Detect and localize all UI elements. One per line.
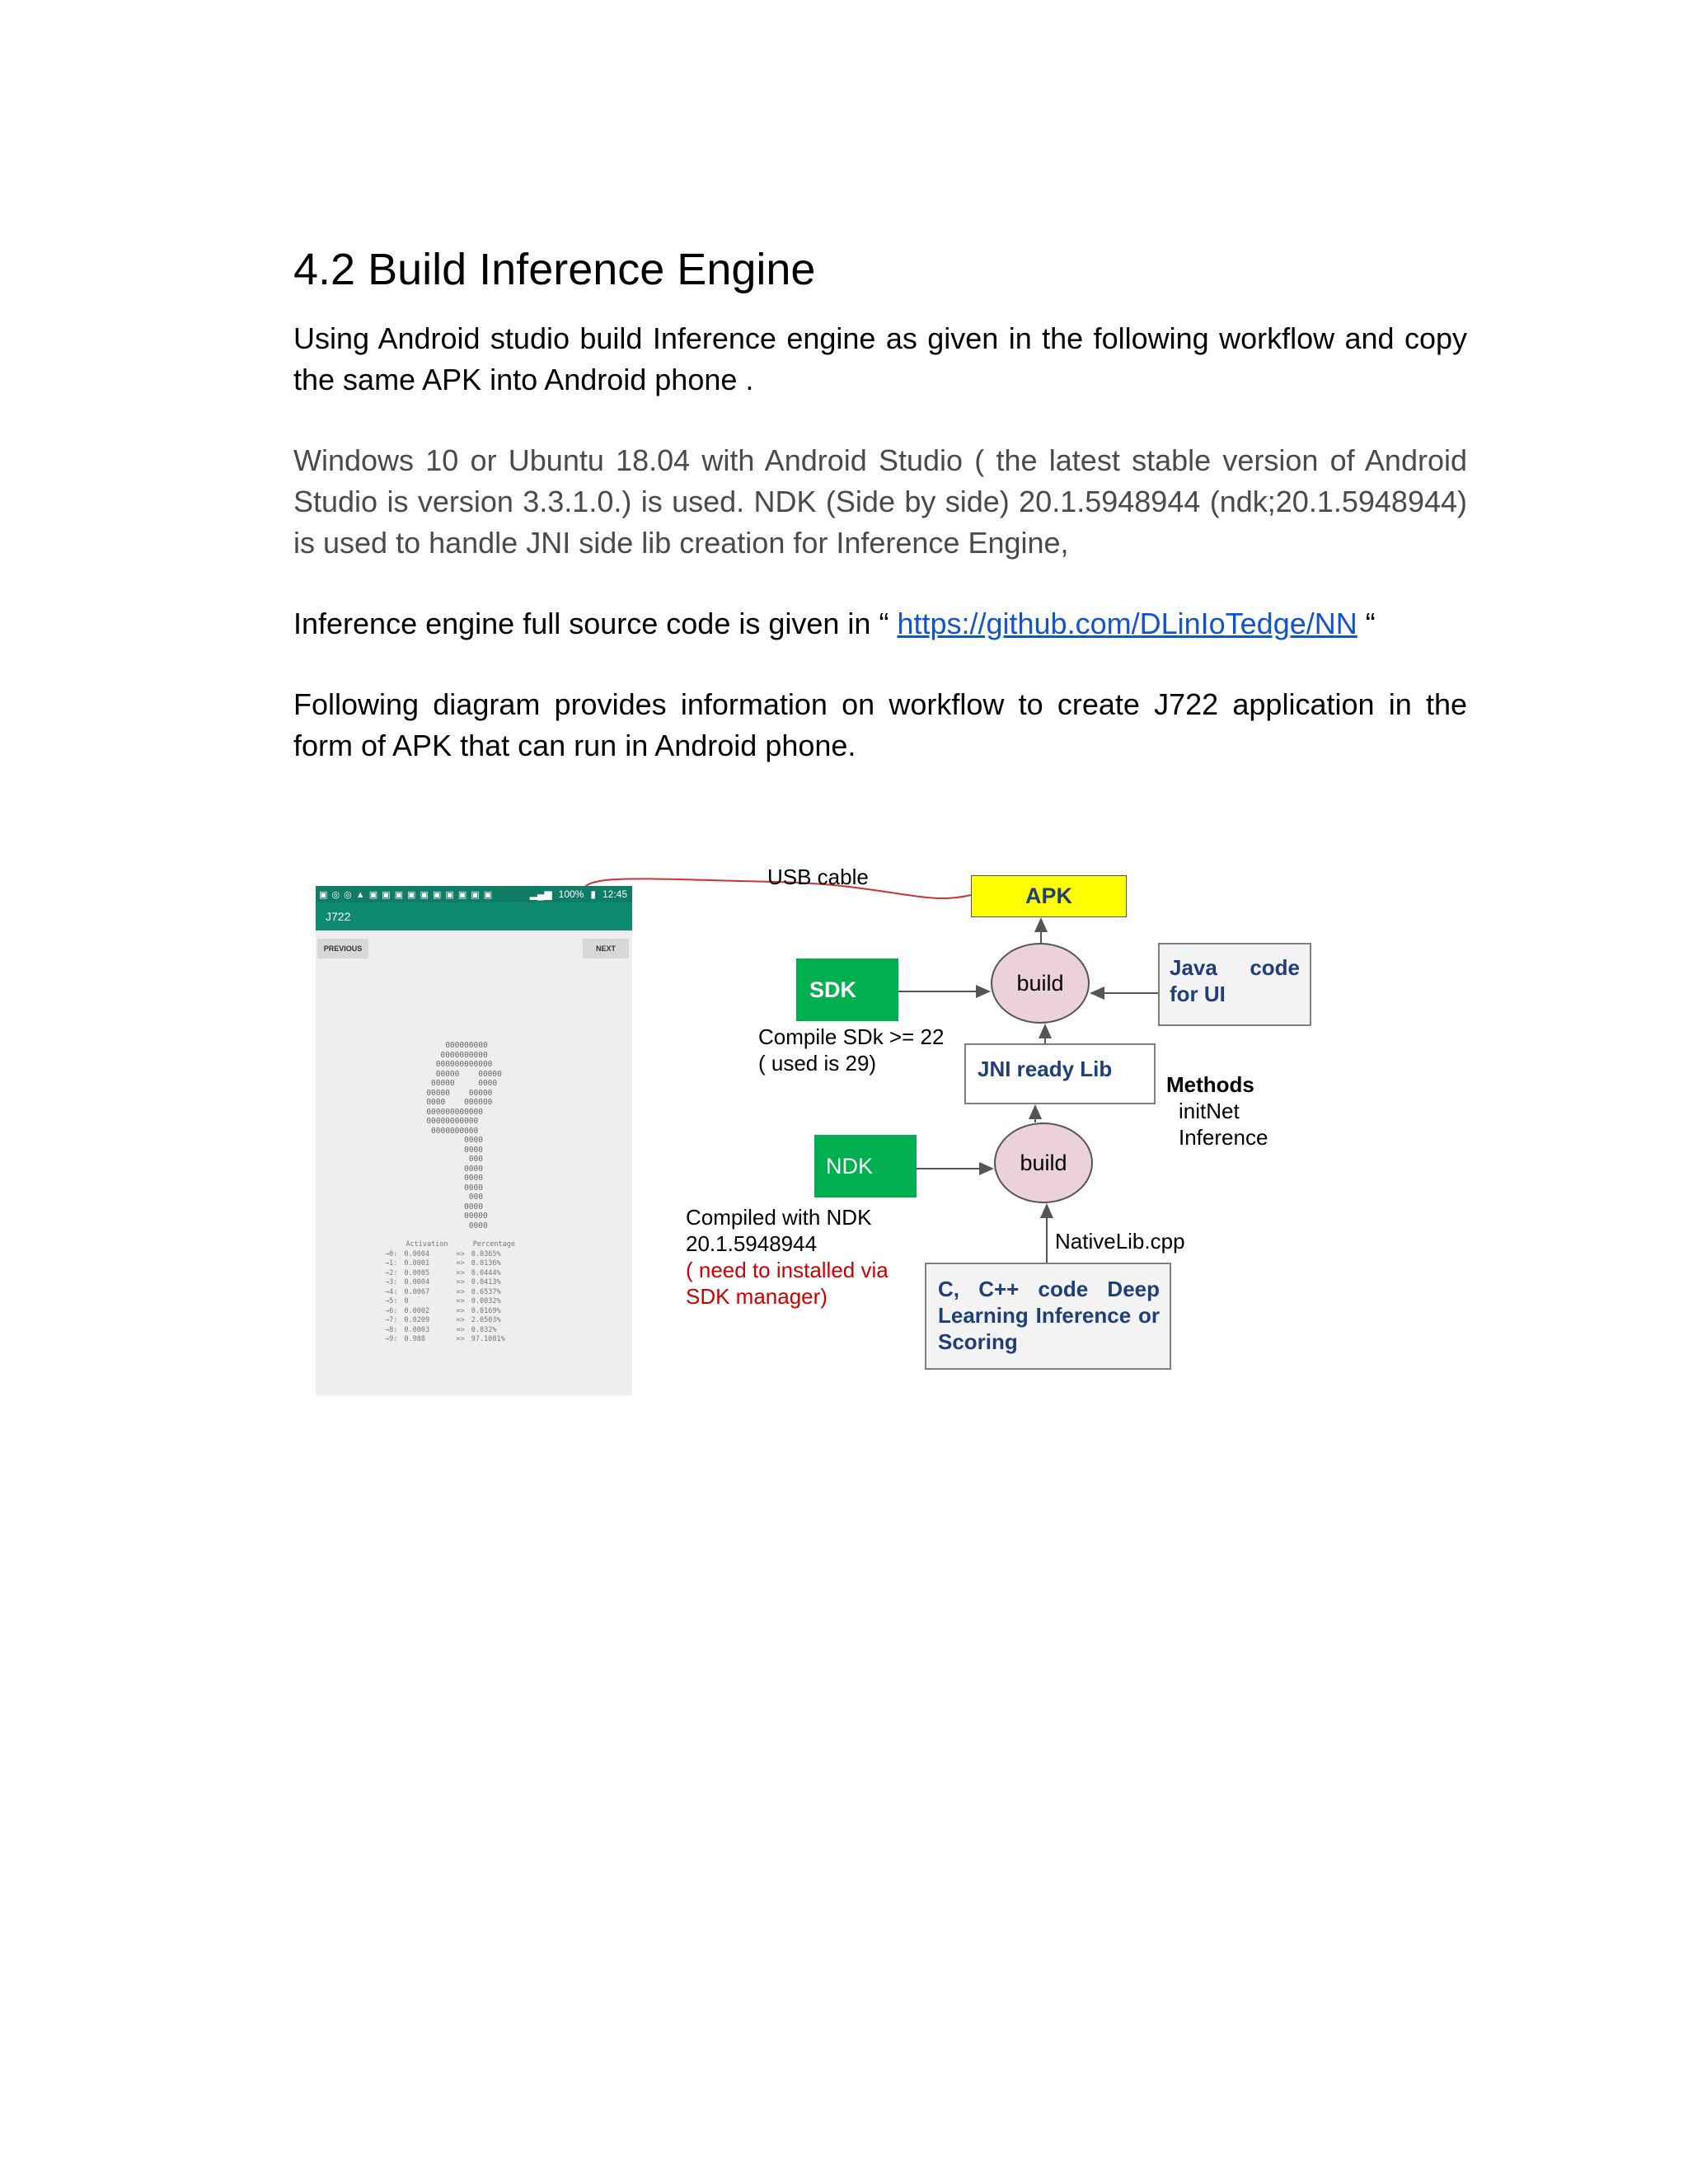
method-item: Inference	[1179, 1125, 1268, 1150]
row-label: →2:	[385, 1268, 398, 1277]
usb-cable-label: USB cable	[767, 865, 869, 889]
row-label: →0:	[385, 1249, 398, 1258]
cpp-label: C, C++ code Deep Learning Inference or Scoring	[938, 1277, 1160, 1354]
row-arrow: =>	[456, 1325, 465, 1334]
table-row	[382, 1278, 520, 1288]
row-activation: 0.988	[404, 1335, 425, 1343]
apk-box	[971, 875, 1127, 917]
ndk-note-line-1: ( need to installed via	[686, 1258, 889, 1282]
row-activation: 0.0002	[404, 1306, 430, 1315]
methods-list	[1166, 1071, 1268, 1151]
ascii-digit-image: 000000000 0000000000 000000000000 00000 00000 00000 0000 00000 00000 0000 000000 000000000000 00000000000 0000000000 0000 0000 000 0000 0000 0000 000 0000 00000 0000	[426, 1041, 502, 1230]
table-row	[382, 1297, 520, 1307]
table-row	[382, 1259, 520, 1269]
row-arrow: =>	[456, 1297, 465, 1305]
row-label: →8:	[385, 1325, 398, 1334]
row-arrow: =>	[456, 1316, 465, 1324]
row-label: →9:	[385, 1335, 398, 1343]
native-file-label: NativeLib.cpp	[1055, 1229, 1185, 1254]
signal-icon: ▂▄▆	[529, 888, 552, 900]
clock: 12:45	[602, 888, 627, 900]
row-arrow: =>	[456, 1249, 465, 1258]
ndk-info-line-1: Compiled with NDK	[686, 1205, 872, 1230]
next-button[interactable]: NEXT	[583, 939, 629, 958]
method-item: initNet	[1179, 1099, 1240, 1123]
row-activation: 0.0005	[404, 1268, 430, 1277]
row-percentage: 0.0413%	[471, 1278, 501, 1286]
battery-icon: ▮	[590, 888, 596, 900]
row-label: →6:	[385, 1306, 398, 1315]
row-label: →5:	[385, 1297, 398, 1305]
row-activation: 0.0004	[404, 1278, 430, 1286]
build-label: build	[1016, 970, 1064, 996]
row-label: →1:	[385, 1259, 398, 1268]
ndk-info	[686, 1204, 889, 1310]
row-arrow: =>	[456, 1268, 465, 1277]
battery-level: 100%	[558, 888, 584, 900]
sdk-box	[796, 958, 898, 1021]
row-arrow: =>	[456, 1287, 465, 1296]
table-row	[382, 1269, 520, 1279]
table-header-blank	[382, 1240, 401, 1250]
phone-status-bar	[316, 886, 632, 902]
sdk-label: SDK	[809, 977, 857, 1002]
table-header-arrow	[453, 1240, 468, 1250]
github-link[interactable]: https://github.com/DLinIoTedge/NN	[897, 607, 1357, 640]
source-prefix: Inference engine full source code is given in “	[293, 607, 898, 640]
row-activation: 0.0209	[404, 1316, 430, 1324]
diagram-intro-paragraph: Following diagram provides information on workflow to create J722 application in the form of APK that can run in Android phone.	[293, 687, 1467, 762]
row-percentage: 0.0032%	[471, 1297, 501, 1305]
row-activation: 0.0067	[404, 1287, 430, 1296]
table-row	[382, 1326, 520, 1336]
table-row	[382, 1335, 520, 1345]
java-line-1: Java code	[1170, 955, 1300, 980]
row-activation: 0.0003	[404, 1325, 430, 1334]
row-label: →4:	[385, 1287, 398, 1296]
build-node-upper	[991, 943, 1090, 1024]
table-row	[382, 1288, 520, 1298]
phone-screenshot	[316, 886, 632, 1395]
row-percentage: 97.1081%	[471, 1335, 505, 1343]
ndk-label: NDK	[826, 1153, 874, 1179]
activation-table	[382, 1240, 520, 1345]
jni-label: JNI ready Lib	[978, 1057, 1113, 1081]
environment-paragraph: Windows 10 or Ubuntu 18.04 with Android Studio ( the latest stable version of Android Studio is version 3.3.1.0.) is used. NDK (Side by side) 20.1.5948944 (ndk;20.1.5948944) is used to handle JNI side lib creation for Inference Engine,	[293, 443, 1467, 560]
row-arrow: =>	[456, 1335, 465, 1343]
row-arrow: =>	[456, 1306, 465, 1315]
table-header-activation: Activation	[406, 1240, 448, 1249]
table-row	[382, 1250, 520, 1260]
previous-button[interactable]: PREVIOUS	[317, 939, 368, 958]
sdk-info-line-1: Compile SDk >= 22	[758, 1024, 945, 1049]
row-percentage: 0.0444%	[471, 1268, 501, 1277]
java-ui-box	[1158, 943, 1311, 1026]
status-icons: ▣ ◎ ◎ ▲ ▣ ▣ ▣ ▣ ▣ ▣ ▣ ▣ ▣ ▣	[319, 889, 494, 900]
ndk-info-line-2: 20.1.5948944	[686, 1231, 818, 1256]
build-node-lower	[994, 1122, 1093, 1203]
row-percentage: 0.032%	[471, 1325, 497, 1334]
row-activation: 0	[404, 1297, 409, 1305]
cpp-source-box	[925, 1263, 1171, 1370]
row-percentage: 2.0503%	[471, 1316, 501, 1324]
java-line-2: for UI	[1170, 982, 1226, 1006]
row-activation: 0.0004	[404, 1249, 430, 1258]
row-label: →7:	[385, 1316, 398, 1324]
jni-lib-box	[964, 1043, 1156, 1104]
ndk-note-line-2: SDK manager)	[686, 1284, 828, 1309]
source-suffix: “	[1357, 607, 1376, 640]
row-percentage: 0.0169%	[471, 1306, 501, 1315]
row-percentage: 0.0136%	[471, 1259, 501, 1268]
app-title: J722	[326, 910, 351, 923]
section-heading: 4.2 Build Inference Engine	[293, 245, 816, 294]
sdk-info	[758, 1024, 944, 1076]
row-percentage: 0.6537%	[471, 1287, 501, 1296]
row-label: →3:	[385, 1278, 398, 1286]
methods-title: Methods	[1166, 1072, 1254, 1097]
table-row	[382, 1307, 520, 1317]
intro-paragraph: Using Android studio build Inference engine as given in the following workflow and copy the same APK into Android phone .	[293, 321, 1467, 396]
apk-label: APK	[1025, 883, 1072, 908]
build-label: build	[1020, 1150, 1067, 1175]
phone-app-bar	[316, 902, 632, 930]
sdk-info-line-2: ( used is 29)	[758, 1051, 877, 1076]
ndk-box	[814, 1135, 917, 1197]
row-arrow: =>	[456, 1278, 465, 1286]
table-header-percentage: Percentage	[472, 1240, 515, 1249]
row-arrow: =>	[456, 1259, 465, 1268]
row-percentage: 0.0365%	[471, 1249, 501, 1258]
row-activation: 0.0001	[404, 1259, 430, 1268]
table-row	[382, 1316, 520, 1326]
